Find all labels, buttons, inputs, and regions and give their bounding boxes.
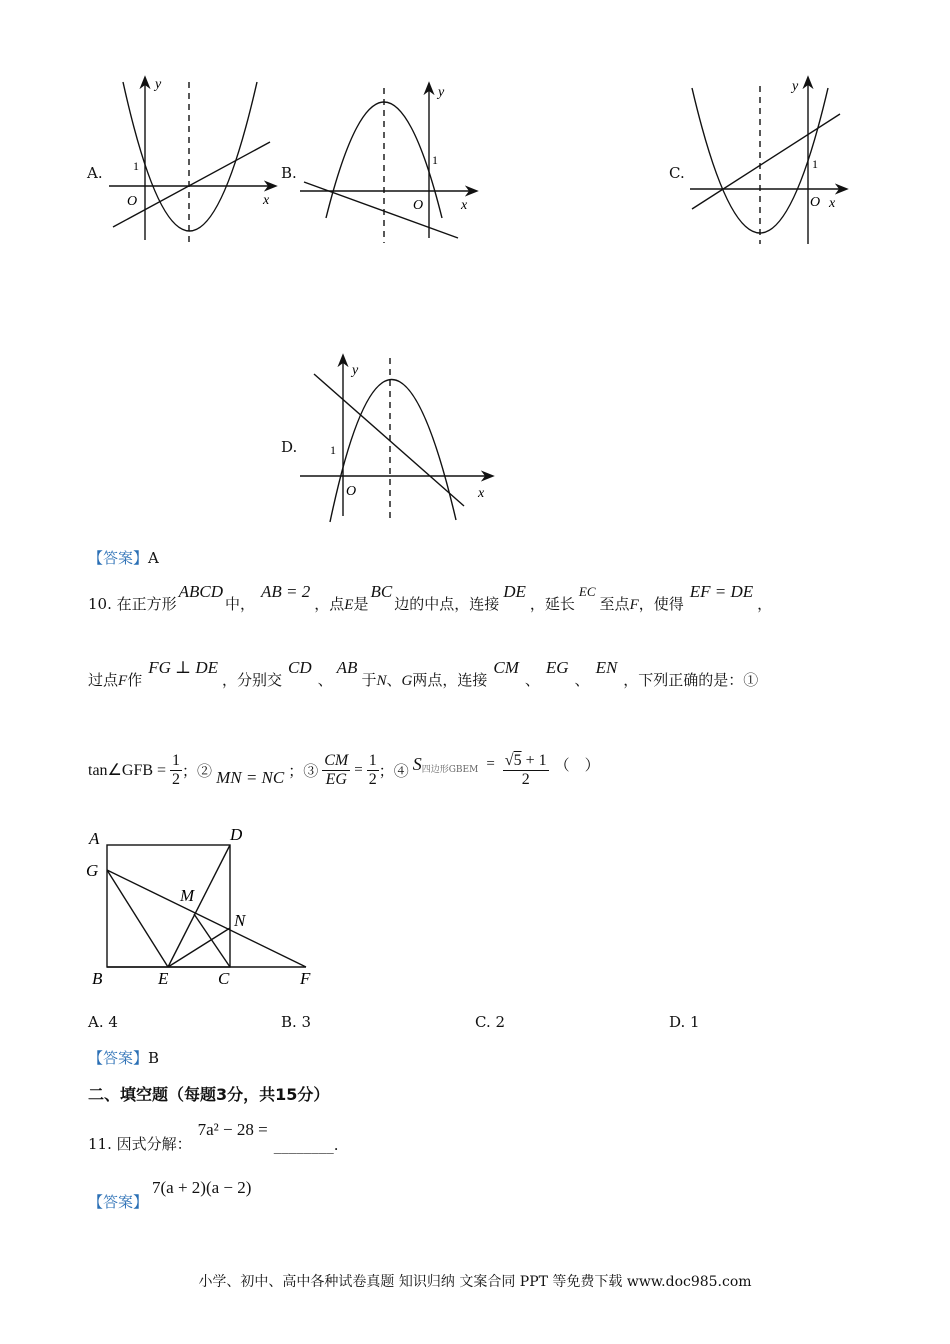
one-label: 1 bbox=[133, 159, 139, 173]
point-f: F bbox=[300, 969, 311, 988]
math-bc: BC bbox=[370, 582, 393, 601]
answer-tag: 【答案】 bbox=[88, 1049, 149, 1067]
y-label: y bbox=[155, 77, 162, 92]
q10-text: 于 bbox=[361, 671, 377, 689]
q10-text: 两点，连接 bbox=[412, 671, 488, 689]
q10-text: 至点 bbox=[599, 595, 630, 613]
denominator: 2 bbox=[368, 770, 377, 788]
q10-statements bbox=[88, 742, 600, 798]
separator: ；② bbox=[182, 761, 213, 780]
answer-parentheses: （ ） bbox=[554, 755, 600, 774]
math-ec: EC bbox=[578, 584, 596, 599]
q10-text: ，下列正确的是：① bbox=[623, 671, 759, 689]
answer-tag: 【答案】 bbox=[88, 1193, 149, 1211]
fraction-cm-eg bbox=[322, 752, 350, 789]
x-label: x bbox=[478, 486, 485, 501]
math-tan-gfb: tan∠GFB = bbox=[88, 762, 167, 779]
point-f: F bbox=[118, 673, 128, 689]
equals: = bbox=[354, 761, 363, 778]
vertex-d: D bbox=[230, 825, 243, 844]
numerator: √5 + 1 bbox=[504, 751, 547, 769]
point-g: G bbox=[86, 861, 99, 880]
option-d: D. 1 bbox=[669, 1013, 700, 1031]
one-label: 1 bbox=[330, 443, 336, 457]
math-cd: CD bbox=[288, 658, 312, 677]
math-mn-eq-nc: MN = NC bbox=[216, 768, 285, 787]
origin-label: O bbox=[346, 484, 357, 499]
segment-de bbox=[168, 845, 230, 967]
q10-text: ，延长 bbox=[529, 595, 575, 613]
option-d-label: D. bbox=[281, 438, 298, 456]
square-figure bbox=[84, 822, 324, 994]
x-label: x bbox=[461, 198, 468, 213]
q10-text: 作 bbox=[127, 671, 143, 689]
vertex-a: A bbox=[89, 829, 100, 848]
math-expression: 7a² − 28 = bbox=[197, 1120, 268, 1139]
q10-text: 中， bbox=[225, 595, 256, 613]
math-cm: CM bbox=[493, 658, 519, 677]
denominator: EG bbox=[325, 770, 347, 788]
area-subscript: 四边形GBEM bbox=[421, 764, 479, 775]
numerator: CM bbox=[324, 751, 349, 769]
point-n: N bbox=[234, 911, 246, 930]
denominator: 2 bbox=[521, 770, 530, 788]
numerator: 1 bbox=[172, 751, 181, 769]
q10-text: 、 bbox=[524, 671, 540, 689]
option-a: A. 4 bbox=[88, 1013, 118, 1031]
denominator: 2 bbox=[172, 770, 181, 788]
q9-answer bbox=[88, 547, 159, 568]
math-ab: AB bbox=[336, 658, 358, 677]
x-label: x bbox=[829, 196, 836, 211]
answer-value: B bbox=[148, 1049, 160, 1067]
q10-text: 过点 bbox=[88, 671, 119, 689]
point-e: E bbox=[158, 969, 169, 988]
answer-tag: 【答案】 bbox=[88, 549, 149, 567]
answer-value: A bbox=[148, 549, 159, 567]
square-abcd bbox=[107, 845, 230, 967]
separator: ；③ bbox=[288, 761, 319, 780]
answer-blank: ________. bbox=[273, 1136, 339, 1154]
x-label: x bbox=[263, 193, 270, 208]
radicand: 5 bbox=[513, 751, 522, 769]
q10-number: 10. 在正方形 bbox=[88, 595, 177, 613]
q10-text: 、 bbox=[386, 671, 402, 689]
point-e: E bbox=[344, 597, 354, 613]
q10-line1 bbox=[88, 578, 772, 614]
origin-label: O bbox=[810, 195, 821, 210]
q10-text: ，点 bbox=[314, 595, 345, 613]
parabola bbox=[330, 379, 456, 522]
option-b: B. 3 bbox=[281, 1013, 312, 1031]
q11-number: 11. 因式分解： bbox=[88, 1135, 192, 1153]
q10-text: 边的中点，连接 bbox=[394, 595, 500, 613]
answer-value: 7(a + 2)(a − 2) bbox=[152, 1178, 252, 1197]
q11 bbox=[88, 1118, 338, 1154]
option-b-label: B. bbox=[281, 164, 297, 182]
line bbox=[113, 142, 270, 227]
parabola bbox=[123, 82, 257, 231]
q10-line2 bbox=[88, 654, 758, 690]
origin-label: O bbox=[413, 198, 424, 213]
y-label: y bbox=[438, 85, 445, 100]
fraction-sqrt5-plus1-over-2 bbox=[503, 752, 549, 789]
vertex-c: C bbox=[218, 969, 230, 988]
option-a-label: A. bbox=[87, 164, 103, 182]
one-label: 1 bbox=[432, 153, 438, 167]
equals: = bbox=[486, 755, 495, 772]
plus-one: + 1 bbox=[525, 751, 547, 769]
math-de: DE bbox=[503, 582, 526, 601]
point-n: N bbox=[376, 673, 387, 689]
graph-c bbox=[688, 72, 858, 252]
line bbox=[314, 374, 464, 506]
point-m: M bbox=[180, 886, 195, 905]
point-g: G bbox=[401, 673, 413, 689]
q10-text: 、 bbox=[317, 671, 333, 689]
y-label: y bbox=[352, 363, 359, 378]
q10-text: 是 bbox=[353, 595, 369, 613]
q11-answer bbox=[88, 1176, 251, 1212]
math-eg: EG bbox=[545, 658, 569, 677]
graph-a bbox=[105, 70, 285, 250]
q10-text: ， bbox=[757, 595, 773, 613]
q10-text: ，分别交 bbox=[222, 671, 283, 689]
footer: 小学、初中、高中各种试卷真题 知识归纳 文案合同 PPT 等免费下载 www.doc985.com bbox=[198, 1274, 752, 1290]
fraction-one-half bbox=[170, 752, 182, 789]
math-en: EN bbox=[595, 658, 618, 677]
y-label: y bbox=[792, 79, 799, 94]
section-title: 二、填空题（每题3分，共15分） bbox=[88, 1085, 330, 1104]
numerator: 1 bbox=[368, 751, 377, 769]
separator: ；④ bbox=[378, 761, 409, 780]
math-ab-eq-2: AB = 2 bbox=[261, 582, 311, 601]
fraction-one-half bbox=[367, 752, 379, 789]
origin-label: O bbox=[127, 194, 138, 209]
graph-d bbox=[298, 350, 498, 525]
math-area-s: S bbox=[412, 753, 422, 774]
q10-answer bbox=[88, 1047, 159, 1068]
one-label: 1 bbox=[812, 157, 818, 171]
q10-text: ，使得 bbox=[638, 595, 684, 613]
point-f: F bbox=[629, 597, 639, 613]
option-c-label: C. bbox=[669, 164, 685, 182]
q10-text: 、 bbox=[574, 671, 590, 689]
math-abcd: ABCD bbox=[178, 582, 224, 601]
math-fg-perp-de: FG ⊥ DE bbox=[148, 658, 219, 677]
math-ef-eq-de: EF = DE bbox=[689, 582, 754, 601]
vertex-b: B bbox=[92, 969, 103, 988]
option-c: C. 2 bbox=[475, 1013, 506, 1031]
graph-b bbox=[298, 78, 483, 248]
